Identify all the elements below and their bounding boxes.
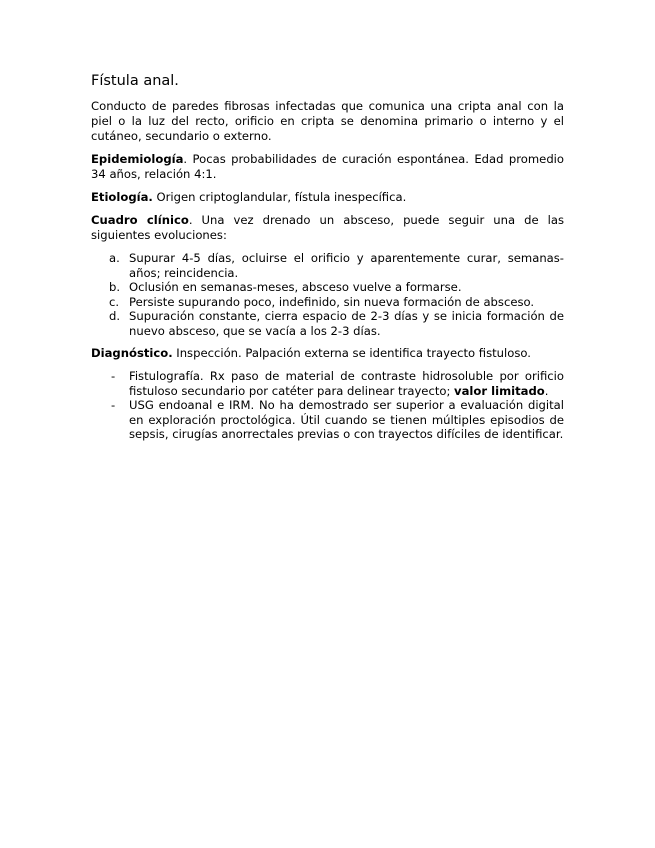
etiologia-text: Origen criptoglandular, fístula inespecífica. xyxy=(152,190,407,204)
diagnostico-paragraph xyxy=(91,346,564,361)
list-marker: d. xyxy=(109,309,121,323)
list-item-text: Fistulografía. Rx paso de material de contraste hidrosoluble por orificio fistuloso secundario por catéter para delinear trayecto; xyxy=(129,369,564,398)
list-item-text: Persiste supurando poco, indefinido, sin nueva formación de absceso. xyxy=(129,294,535,309)
diagnostico-label: Diagnóstico. xyxy=(91,346,173,360)
epidemiologia-text: . Pocas probabilidades de curación espontánea. Edad promedio 34 años, relación 4:1. xyxy=(91,152,564,181)
intro-paragraph: Conducto de paredes fibrosas infectadas que comunica una cripta anal con la piel o la luz del recto, orificio en cripta se denomina primario o interno y el cutáneo, secundario o externo. xyxy=(91,99,564,143)
list-item-text: Oclusión en semanas-meses, absceso vuelve a formarse. xyxy=(129,280,462,294)
list-marker: - xyxy=(111,398,116,412)
list-item xyxy=(91,251,564,280)
list-marker: - xyxy=(111,369,116,383)
list-marker: b. xyxy=(109,280,121,294)
diagnostic-list xyxy=(91,369,564,442)
document-body xyxy=(91,72,564,450)
cuadro-label: Cuadro clínico xyxy=(91,213,189,227)
etiologia-label: Etiología. xyxy=(91,190,153,204)
epidemiologia-label: Epidemiología xyxy=(91,152,184,166)
epidemiologia-paragraph xyxy=(91,152,564,182)
list-marker: c. xyxy=(109,294,120,309)
diagnostico-text: Inspección. Palpación externa se identifica trayecto fistuloso. xyxy=(172,346,531,360)
list-item-tail: . xyxy=(544,383,549,398)
list-item-text: USG endoanal e IRM. No ha demostrado ser superior a evaluación digital en exploración proctológica. Útil cuando se tienen múltiples episodios de sepsis, cirugías anorrectales previas o con trayectos difíciles de identificar. xyxy=(129,398,564,441)
evolution-list xyxy=(91,251,564,338)
document-title: Fístula anal. xyxy=(91,73,179,89)
cuadro-text: . Una vez drenado un absceso, puede seguir una de las siguientes evoluciones: xyxy=(91,213,564,242)
list-item xyxy=(91,309,564,338)
list-item xyxy=(91,280,564,295)
list-item-bold-text: valor limitado xyxy=(454,383,545,398)
list-item-text: Supuración constante, cierra espacio de 2-3 días y se inicia formación de nuevo absceso, que se vacía a los 2-3 días. xyxy=(129,309,564,338)
list-item xyxy=(91,369,564,398)
list-item xyxy=(91,295,564,310)
list-marker: a. xyxy=(109,251,120,265)
etiologia-paragraph xyxy=(91,190,564,205)
cuadro-paragraph xyxy=(91,213,564,243)
list-item-text: Supurar 4-5 días, ocluirse el orificio y aparentemente curar, semanas-años; reincidencia. xyxy=(129,251,564,280)
list-item xyxy=(91,398,564,442)
